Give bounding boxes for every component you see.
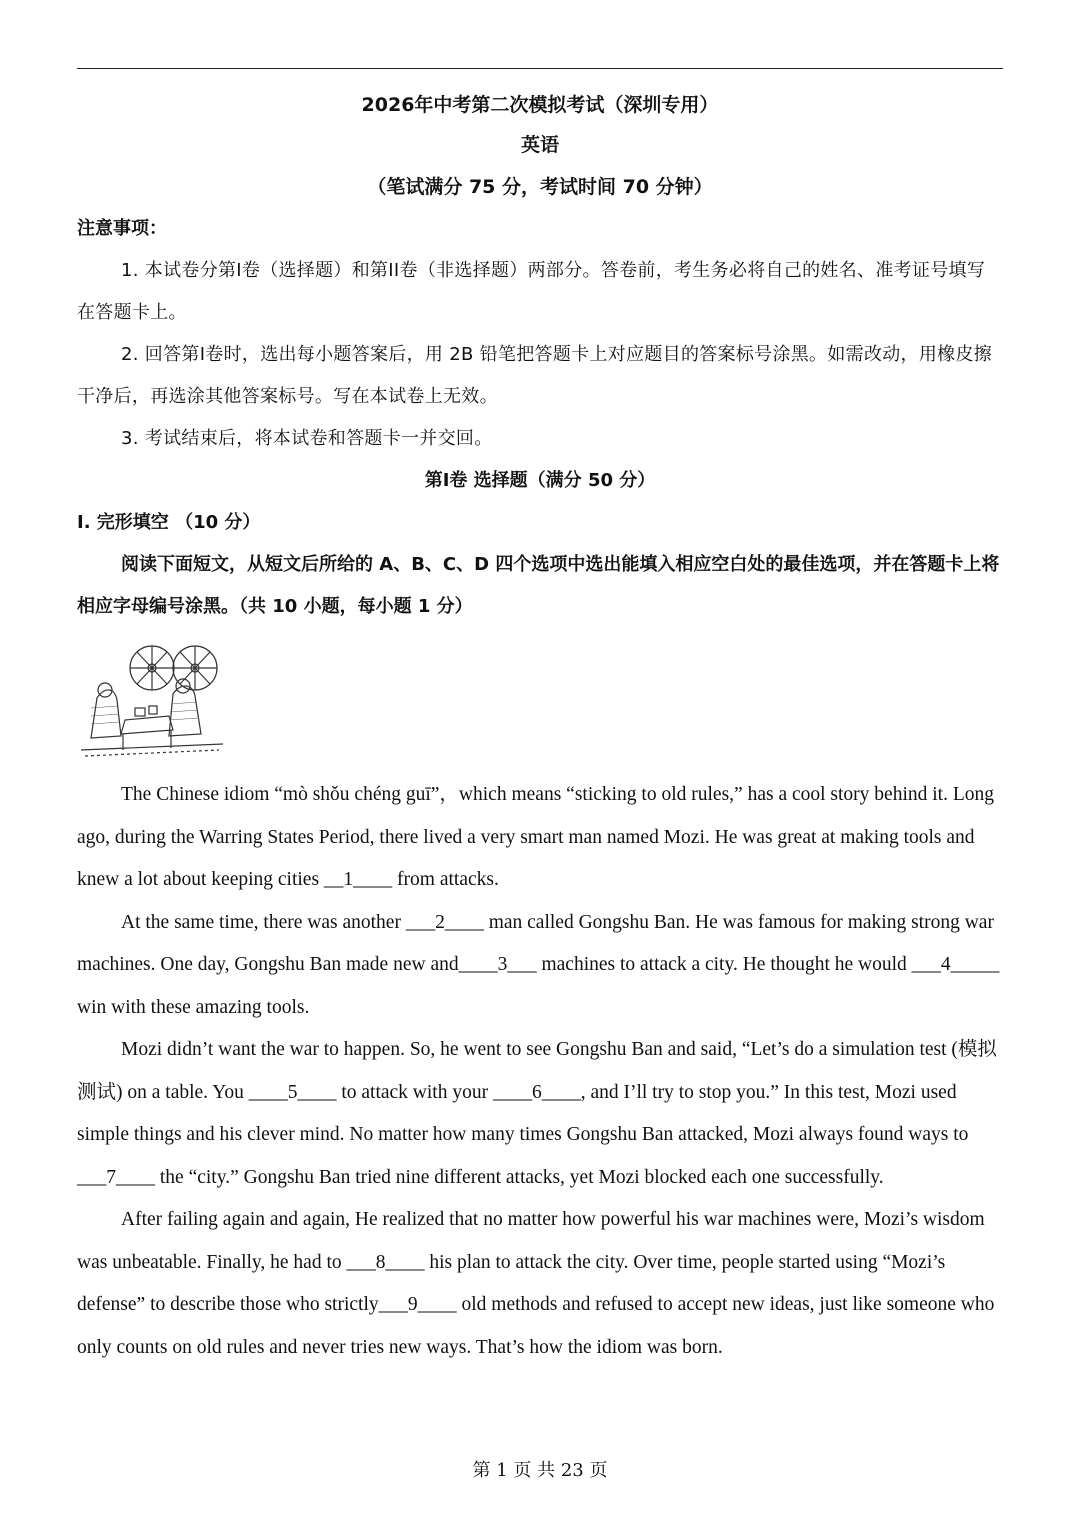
passage-paragraph-4: After failing again and again, He realized that no matter how powerful his war machines were, Mozi’s wisdom was unbeatable. Finally, he had to ___8____ his plan to attack the city. Over time, people started using “Mozi’s defense” to describe those who strictly___9____ old methods and refused to accept new ideas, just like someone who only counts on old rules and never tries new ways. That’s how the idiom was born. — [77, 1209, 995, 1358]
exam-page — [77, 80, 1003, 1369]
ancient-scholars-illustration — [77, 638, 227, 758]
passage-paragraph-2: At the same time, there was another ___2____ man called Gongshu Ban. He was famous for making strong war machines. One day, Gongshu Ban made new and____3___ machines to attack a city. He thought he would ___4_____ win with these amazing tools. — [77, 911, 1000, 1018]
exam-title: 2026年中考第二次模拟考试（深圳专用） — [361, 94, 719, 116]
page-footer: 第 1 页 共 23 页 — [472, 1460, 608, 1481]
note-item-2: 2. 回答第I卷时，选出每小题答案后，用 2B 铅笔把答题卡上对应题目的答案标号涂黑。如需改动，用橡皮擦干净后，再选涂其他答案标号。写在本试卷上无效。 — [77, 344, 993, 407]
instructions: 阅读下面短文，从短文后所给的 A、B、C、D 四个选项中选出能填入相应空白处的最佳选项，并在答题卡上将相应字母编号涂黑。（共 10 小题，每小题 1 分） — [77, 554, 1000, 617]
passage-paragraph-1: The Chinese idiom “mò shǒu chéng guī”，which means “sticking to old rules,” has a cool story behind it. Long ago, during the Warring States Period, there lived a very smart man named Mozi. He was great at making tools and knew a lot about keeping cities __1____ from attacks. — [77, 784, 994, 890]
notes-title: 注意事项： — [77, 218, 167, 239]
cloze-passage — [77, 774, 1003, 1369]
exam-info: （笔试满分 75 分，考试时间 70 分钟） — [367, 176, 713, 198]
note-item-3: 3. 考试结束后，将本试卷和答题卡一并交回。 — [121, 428, 493, 449]
note-item-1: 1. 本试卷分第I卷（选择题）和第II卷（非选择题）两部分。答卷前，考生务必将自己的姓名、准考证号填写在答题卡上。 — [77, 260, 986, 323]
section-title: 第I卷 选择题（满分 50 分） — [424, 470, 656, 491]
passage-paragraph-3: Mozi didn’t want the war to happen. So, he went to see Gongshu Ban and said, “Let’s do a simulation test (模拟测试) on a table. You ____5____ to attack with your ____6____, and I’ll try to stop you.” In this test, Mozi used simple things and his clever mind. No matter how many times Gongshu Ban attacked, Mozi always found ways to ___7____ the “city.” Gongshu Ban tried nine different attacks, yet Mozi blocked each one successfully. — [77, 1039, 997, 1188]
part-title: I. 完形填空 （10 分） — [77, 512, 261, 533]
header-rule — [77, 68, 1003, 69]
subject-title: 英语 — [520, 134, 559, 156]
